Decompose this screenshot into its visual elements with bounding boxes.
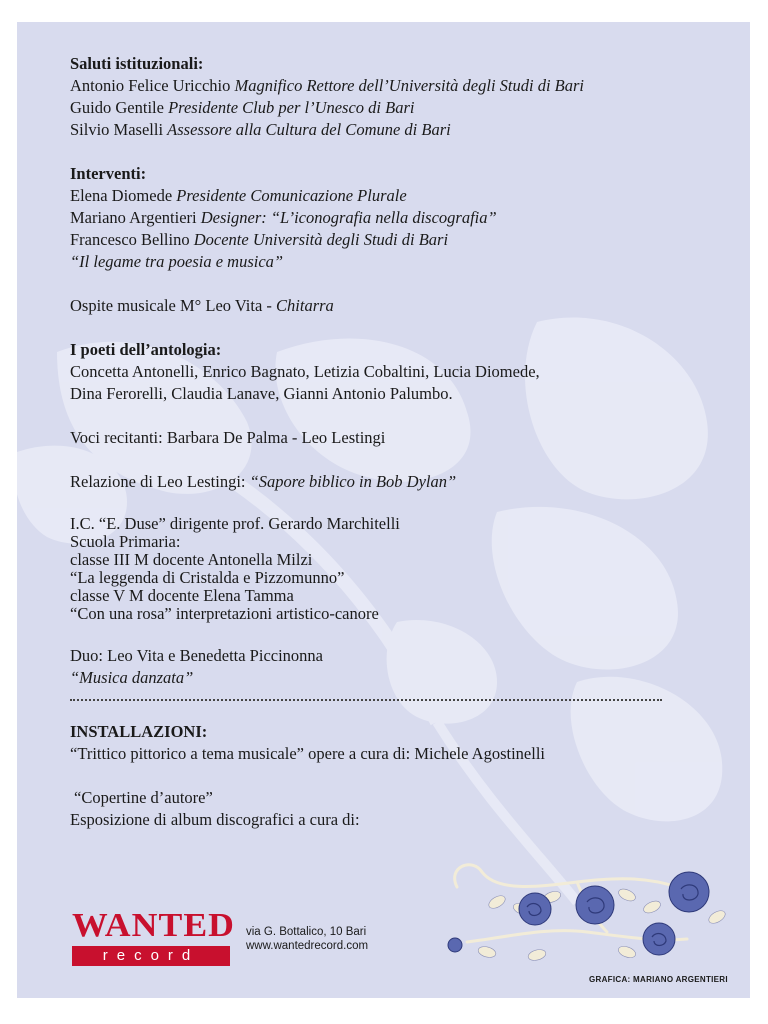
interventi-quote: “Il legame tra poesia e musica” (70, 252, 284, 271)
scuola-line: “Con una rosa” interpretazioni artistico-canore (70, 604, 379, 623)
graphic-credit: GRAFICA: MARIANO ARGENTIERI (589, 975, 728, 984)
scuola-block (70, 515, 690, 623)
voci-recitanti: Voci recitanti: Barbara De Palma - Leo Lestingi (70, 428, 386, 447)
copertine: “Copertine d’autore” (74, 788, 213, 807)
program-content (70, 53, 690, 831)
esposizione: Esposizione di album discografici a cura di: (70, 810, 360, 829)
ospite-musicale: Ospite musicale M° Leo Vita - Chitarra (70, 296, 334, 315)
logo-subtitle: record (72, 946, 230, 966)
scuola-line: classe V M docente Elena Tamma (70, 586, 294, 605)
installazioni-heading: INSTALLAZIONI: (70, 722, 208, 741)
duo-title: “Musica danzata” (70, 668, 194, 687)
poeti-line: Concetta Antonelli, Enrico Bagnato, Letizia Cobaltini, Lucia Diomede, (70, 362, 540, 381)
saluti-item: Guido Gentile Presidente Club per l’Unesco di Bari (70, 98, 415, 117)
address-street: via G. Bottalico, 10 Bari (246, 926, 367, 938)
interventi-item: Francesco Bellino Docente Università degli Studi di Bari (70, 230, 449, 249)
scuola-line: classe III M docente Antonella Milzi (70, 550, 313, 569)
saluti-heading: Saluti istituzionali: (70, 54, 204, 73)
trittico: “Trittico pittorico a tema musicale” opere a cura di: Michele Agostinelli (70, 744, 545, 763)
poeti-line: Dina Ferorelli, Claudia Lanave, Gianni Antonio Palumbo. (70, 384, 453, 403)
relazione: Relazione di Leo Lestingi: “Sapore biblico in Bob Dylan” (70, 472, 457, 491)
scuola-line: “La leggenda di Cristalda e Pizzomunno” (70, 568, 345, 587)
scuola-line: I.C. “E. Duse” dirigente prof. Gerardo Marchitelli (70, 514, 400, 533)
logo-wordmark: WANTED (72, 907, 236, 944)
interventi-heading: Interventi: (70, 164, 147, 183)
interventi-item: Mariano Argentieri Designer: “L’iconografia nella discografia” (70, 208, 497, 227)
poeti-heading: I poeti dell’antologia: (70, 340, 222, 359)
website-url: www.wantedrecord.com (246, 940, 369, 952)
interventi-item: Elena Diomede Presidente Comunicazione Plurale (70, 186, 407, 205)
scuola-line: Scuola Primaria: (70, 532, 181, 551)
program-sheet (17, 22, 750, 998)
saluti-item: Silvio Maselli Assessore alla Cultura del Comune di Bari (70, 120, 451, 139)
duo: Duo: Leo Vita e Benedetta Piccinonna (70, 646, 324, 665)
saluti-item: Antonio Felice Uricchio Magnifico Rettore dell’Università degli Studi di Bari (70, 76, 585, 95)
